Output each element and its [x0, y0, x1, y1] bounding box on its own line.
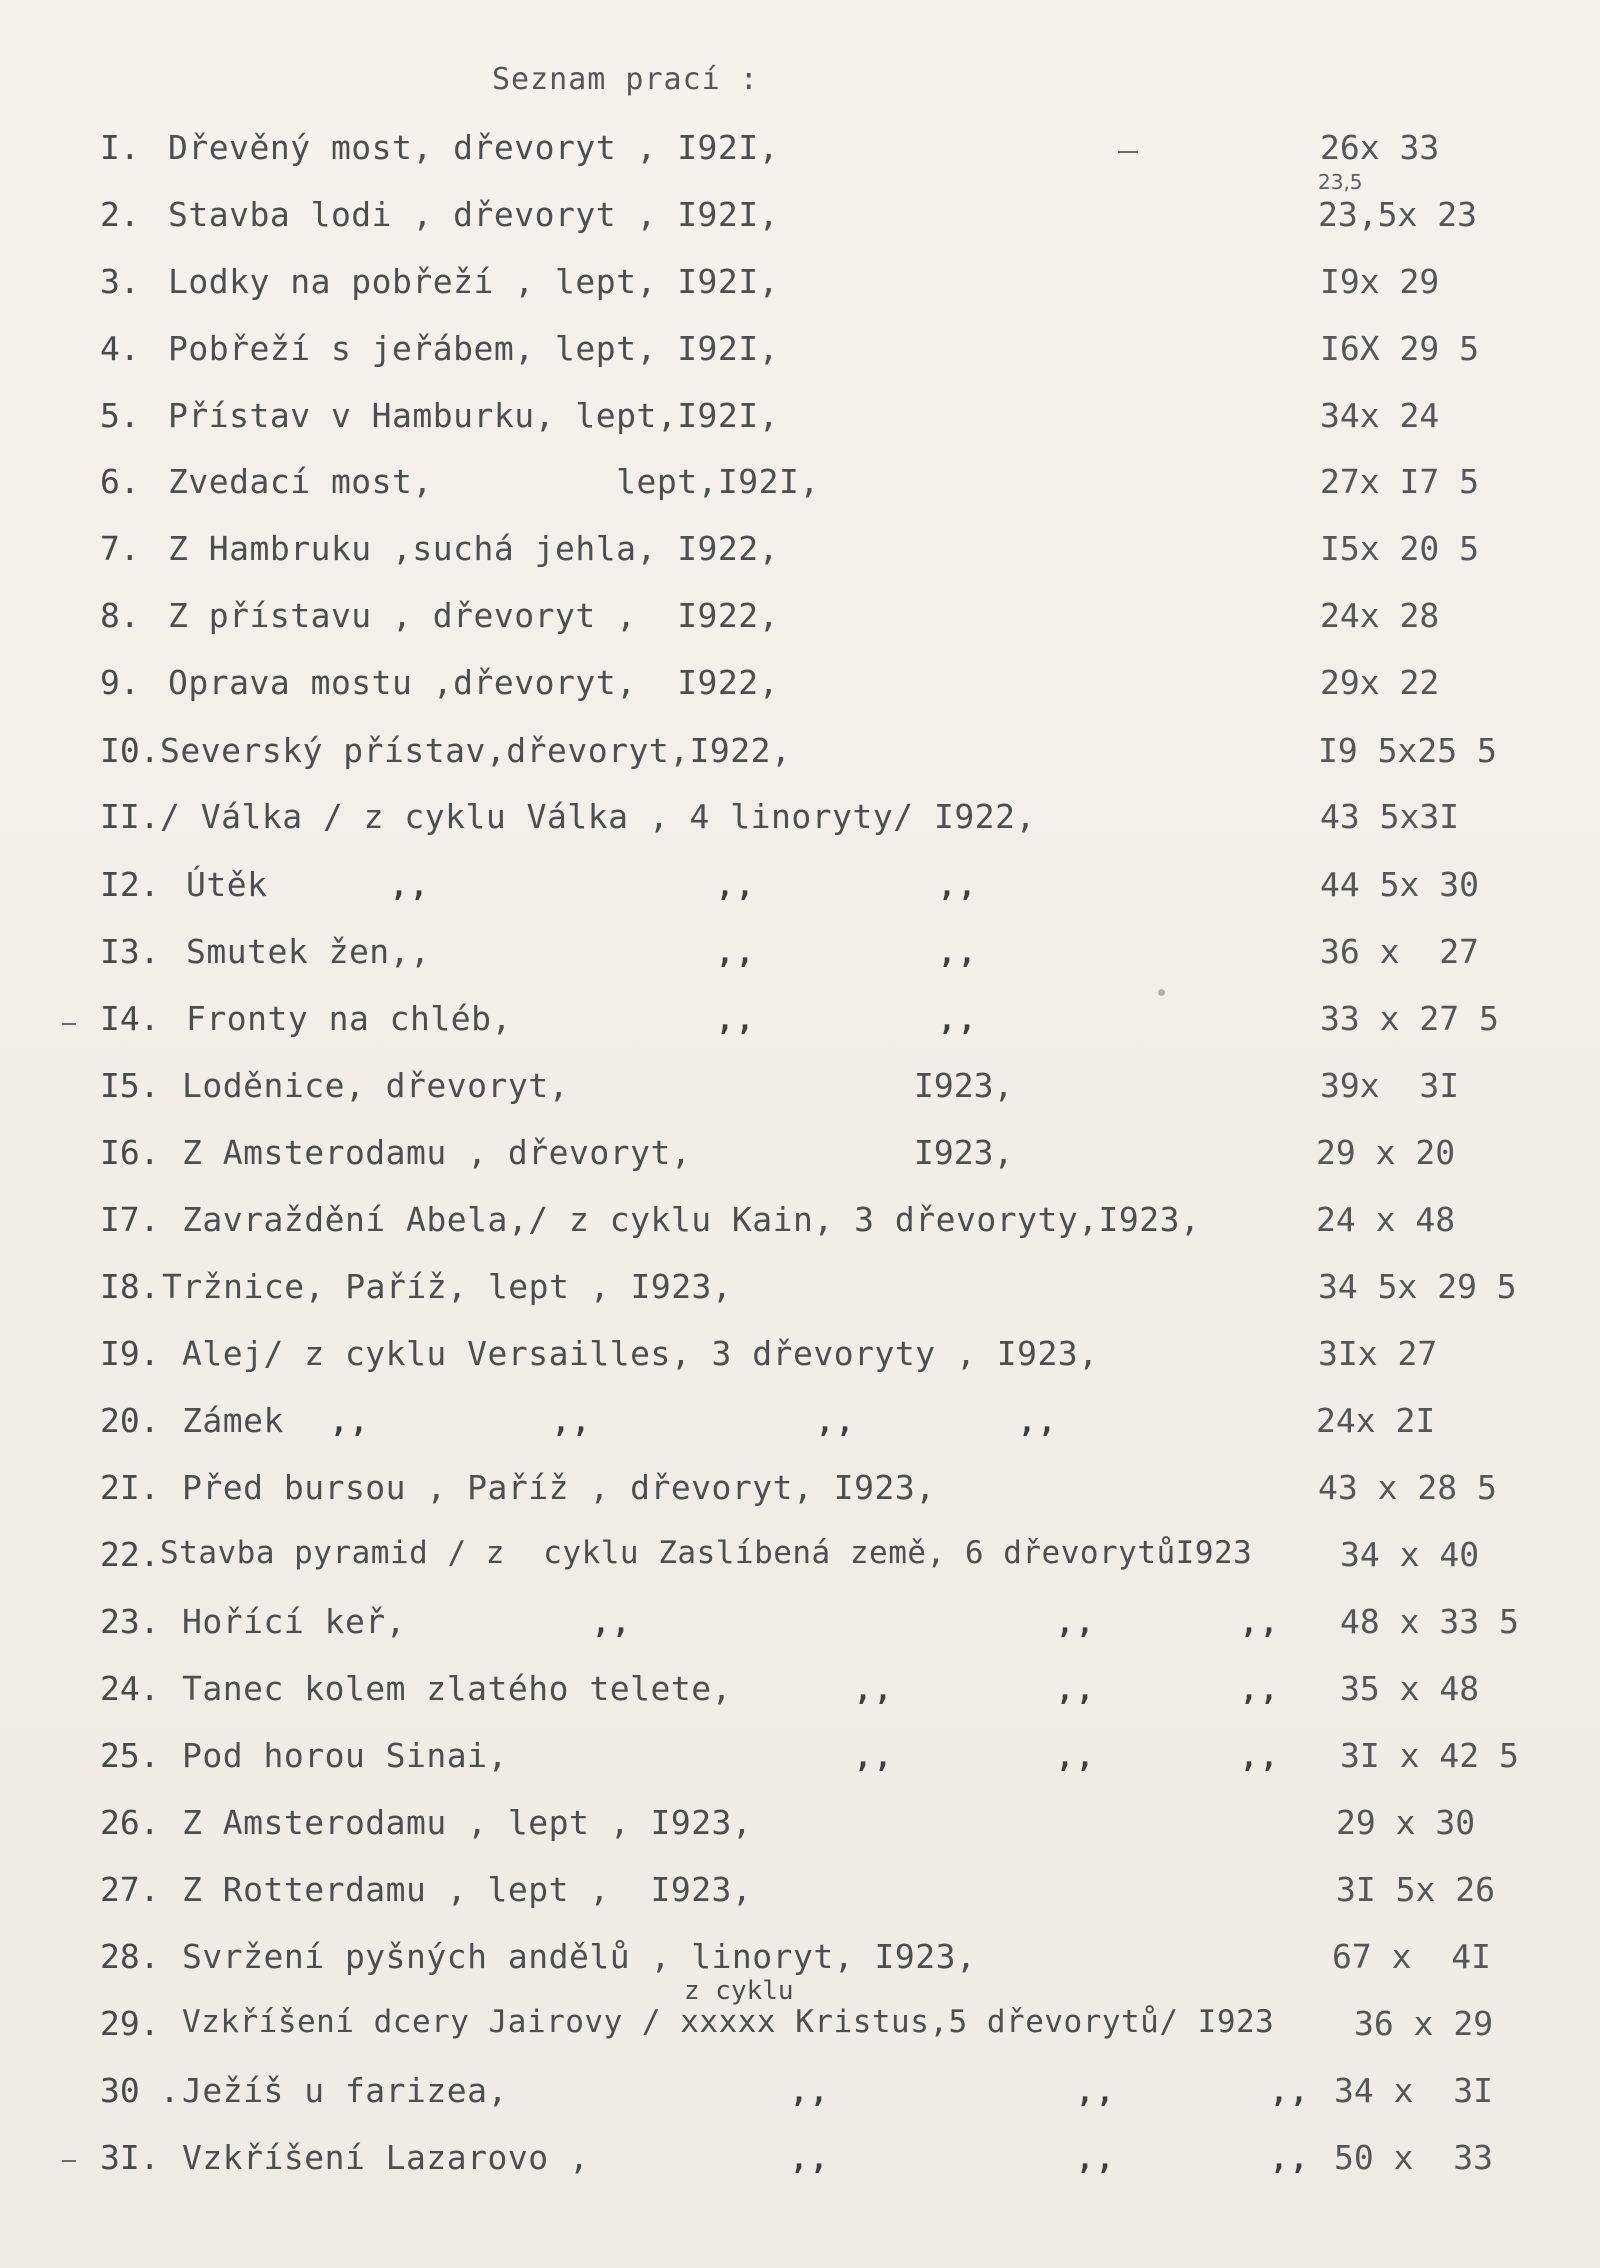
entry-text: Pod horou Sinai,: [182, 1736, 508, 1775]
ditto-mark: ,,: [592, 1606, 633, 1641]
ditto-mark: ,,: [716, 936, 757, 971]
entry-text: Přístav v Hamburku, lept,I92I,: [168, 396, 780, 435]
list-item: [0, 128, 1600, 178]
entry-number: 3.: [100, 262, 140, 301]
entry-dimensions: 34x 24: [1320, 396, 1440, 435]
entry-number: I2.: [100, 865, 160, 904]
ditto-mark: ,,: [790, 2075, 831, 2110]
entry-number: 23.: [100, 1602, 160, 1641]
list-item: [0, 1267, 1600, 1317]
entry-number: 4.: [100, 329, 140, 368]
entry-dimensions: 29x 22: [1320, 663, 1440, 702]
entry-dimensions: 27x I7 5: [1320, 462, 1479, 501]
entry-dimensions: 35 x 48: [1340, 1669, 1480, 1708]
entry-text: Útěk: [186, 865, 268, 904]
list-item: [0, 1937, 1600, 1987]
list-item: [0, 462, 1600, 512]
entry-text: Loděnice, dřevoryt,: [182, 1066, 569, 1105]
entry-number: 7.: [100, 529, 140, 568]
list-item: [0, 1401, 1600, 1451]
entry-text: Lodky na pobřeží , lept, I92I,: [168, 262, 780, 301]
ditto-mark: ,,: [1240, 1740, 1281, 1775]
ditto-mark: ,,: [1270, 2075, 1311, 2110]
entry-year: I923,: [914, 1066, 1014, 1105]
entry-text: Zavraždění Abela,/ z cyklu Kain, 3 dřevoryty,I923,: [182, 1200, 1201, 1239]
list-item: [0, 1200, 1600, 1250]
ditto-mark: ,,: [1056, 1740, 1097, 1775]
entry-number: 27.: [100, 1870, 160, 1909]
entry-text: Zámek: [182, 1401, 284, 1440]
list-item: [0, 1334, 1600, 1384]
entry-number: 22.: [100, 1535, 160, 1574]
entry-dimensions: 43 5x3I: [1320, 797, 1460, 836]
list-item: [0, 2138, 1600, 2188]
entry-dimensions: 26x 33: [1320, 128, 1440, 167]
entry-dimensions: 3I 5x 26: [1336, 1870, 1495, 1909]
entry-dimensions: 48 x 33 5: [1340, 1602, 1519, 1641]
entry-number: 30 .: [100, 2071, 180, 2110]
list-item: [0, 731, 1600, 781]
list-item: [0, 1736, 1600, 1786]
entry-number: I0.: [100, 731, 160, 770]
entry-text: Fronty na chléb,: [186, 999, 512, 1038]
entry-dimensions: I5x 20 5: [1320, 529, 1479, 568]
entry-dimensions: 23,5x 23: [1318, 195, 1477, 234]
entry-text: Oprava mostu ,dřevoryt, I922,: [168, 663, 780, 702]
entry-number: I8.: [100, 1267, 160, 1306]
entry-number: 3I.: [100, 2138, 160, 2177]
entry-number: 24.: [100, 1669, 160, 1708]
list-item: [0, 1468, 1600, 1518]
entry-dimensions: 44 5x 30: [1320, 865, 1479, 904]
entry-text: Stavba lodi , dřevoryt , I92I,: [168, 195, 780, 234]
entry-dimensions: 29 x 30: [1336, 1803, 1476, 1842]
list-item: [0, 596, 1600, 646]
entry-dimensions: 24x 28: [1320, 596, 1440, 635]
entry-text: Z Rotterdamu , lept , I923,: [182, 1870, 753, 1909]
handwritten-annotation: 23,5: [1318, 170, 1363, 194]
entry-number: 20.: [100, 1401, 160, 1440]
entry-text: Smutek žen,,: [186, 932, 431, 971]
entry-dimensions: 39x 3I: [1320, 1066, 1460, 1105]
entry-number: II.: [100, 797, 160, 836]
list-item: [0, 1803, 1600, 1853]
typed-insertion: z cyklu: [684, 1976, 794, 2006]
ditto-mark: ,,: [938, 869, 979, 904]
entry-text: Z Amsterodamu , lept , I923,: [182, 1803, 753, 1842]
entry-number: I7.: [100, 1200, 160, 1239]
entry-number: 2.: [100, 195, 140, 234]
entry-number: I9.: [100, 1334, 160, 1373]
entry-dimensions: 67 x 4I: [1332, 1937, 1491, 1976]
ditto-mark: ,,: [1076, 2075, 1117, 2110]
list-item: [0, 1602, 1600, 1652]
entry-number: I4.: [100, 999, 160, 1038]
list-item: [0, 2071, 1600, 2121]
entry-number: 28.: [100, 1937, 160, 1976]
entry-text: Svržení pyšných andělů , linoryt, I923,: [182, 1937, 977, 1976]
list-item: [0, 797, 1600, 847]
entry-text: / Válka / z cyklu Válka , 4 linoryty/ I922,: [160, 797, 1036, 836]
entry-number: I5.: [100, 1066, 160, 1105]
entry-text: Tanec kolem zlatého telete,: [182, 1669, 732, 1708]
entry-dimensions: 34 5x 29 5: [1318, 1267, 1517, 1306]
entry-dimensions: 24 x 48: [1316, 1200, 1456, 1239]
ditto-mark: ,,: [1240, 1673, 1281, 1708]
list-item: [0, 529, 1600, 579]
list-item: [0, 1535, 1600, 1585]
ditto-mark: ,,: [552, 1405, 593, 1440]
entry-dimensions: 33 x 27 5: [1320, 999, 1499, 1038]
entry-text: Pobřeží s jeřábem, lept, I92I,: [168, 329, 780, 368]
ditto-mark: ,,: [1076, 2142, 1117, 2177]
entry-dimensions: 29 x 20: [1316, 1133, 1456, 1172]
ditto-mark: ,,: [390, 869, 431, 904]
entry-number: 2I.: [100, 1468, 160, 1507]
ditto-mark: ,,: [816, 1405, 857, 1440]
entry-text: Ježíš u farizea,: [182, 2071, 508, 2110]
entry-number: 26.: [100, 1803, 160, 1842]
entry-text: Z přístavu , dřevoryt , I922,: [168, 596, 780, 635]
entry-number: I.: [100, 128, 140, 167]
ditto-mark: ,,: [1270, 2142, 1311, 2177]
list-item: [0, 1870, 1600, 1920]
entry-dimensions: 50 x 33: [1334, 2138, 1493, 2177]
entry-number: 8.: [100, 596, 140, 635]
list-item: [0, 2004, 1600, 2054]
list-item: [0, 262, 1600, 312]
ditto-mark: ,,: [854, 1740, 895, 1775]
ditto-mark: ,,: [790, 2142, 831, 2177]
list-item: [0, 932, 1600, 982]
entry-dimensions: I9 5x25 5: [1318, 731, 1497, 770]
ditto-mark: ,,: [716, 1003, 757, 1038]
entry-text: Z Amsterodamu , dřevoryt,: [182, 1133, 692, 1172]
entry-number: 29.: [100, 2004, 160, 2043]
list-item: [0, 999, 1600, 1049]
ditto-mark: ,,: [938, 1003, 979, 1038]
ditto-mark: ,,: [716, 869, 757, 904]
entry-dimensions: 34 x 3I: [1334, 2071, 1493, 2110]
entry-dimensions: I6X 29 5: [1320, 329, 1479, 368]
list-item: [0, 1669, 1600, 1719]
entry-dimensions: 24x 2I: [1316, 1401, 1436, 1440]
entry-number: I3.: [100, 932, 160, 971]
paper-speck: [1158, 989, 1165, 996]
entry-number: 5.: [100, 396, 140, 435]
entry-dimensions: 36 x 29: [1354, 2004, 1494, 2043]
entry-number: 6.: [100, 462, 140, 501]
entry-text: Dřevěný most, dřevoryt , I92I,: [168, 128, 780, 167]
list-item: [0, 1066, 1600, 1116]
entry-text: Zvedací most, lept,I92I,: [168, 462, 820, 501]
ditto-mark: ,,: [1018, 1405, 1059, 1440]
entry-number: 9.: [100, 663, 140, 702]
ditto-mark: ,,: [1056, 1606, 1097, 1641]
ditto-mark: ,,: [938, 936, 979, 971]
list-item: [0, 1133, 1600, 1183]
ditto-mark: ,,: [330, 1405, 371, 1440]
entry-text: Tržnice, Paříž, lept , I923,: [162, 1267, 733, 1306]
entry-dimensions: 3Ix 27: [1318, 1334, 1438, 1373]
entry-text: Severský přístav,dřevoryt,I922,: [160, 731, 792, 770]
entry-dimensions: 3I x 42 5: [1340, 1736, 1519, 1775]
entry-year: I923,: [914, 1133, 1014, 1172]
entry-number: 25.: [100, 1736, 160, 1775]
ditto-mark: ,,: [1056, 1673, 1097, 1708]
entry-text: Vzkříšení Lazarovo ,: [182, 2138, 590, 2177]
entry-dimensions: I9x 29: [1320, 262, 1440, 301]
ditto-mark: ,,: [854, 1673, 895, 1708]
entry-text: Hořící keř,: [182, 1602, 407, 1641]
page-title: Seznam prací :: [492, 62, 759, 97]
ditto-mark: ,,: [1240, 1606, 1281, 1641]
list-item: [0, 396, 1600, 446]
entry-dimensions: 43 x 28 5: [1318, 1468, 1497, 1507]
list-item: [0, 865, 1600, 915]
list-item: [0, 663, 1600, 713]
entry-text: Z Hambruku ,suchá jehla, I922,: [168, 529, 780, 568]
entry-number: I6.: [100, 1133, 160, 1172]
entry-text: Alej/ z cyklu Versailles, 3 dřevoryty , I923,: [182, 1334, 1099, 1373]
entry-text: Vzkříšení dcery Jairovy / xxxxx Kristus,5 dřevorytů/ I923: [182, 2004, 1275, 2040]
entry-text: Stavba pyramid / z cyklu Zaslíbená země, 6 dřevorytůI923: [160, 1535, 1253, 1571]
list-item: [0, 329, 1600, 379]
list-item: [0, 195, 1600, 245]
entry-text: Před bursou , Paříž , dřevoryt, I923,: [182, 1468, 936, 1507]
entry-dimensions: 36 x 27: [1320, 932, 1479, 971]
entry-dimensions: 34 x 40: [1340, 1535, 1480, 1574]
